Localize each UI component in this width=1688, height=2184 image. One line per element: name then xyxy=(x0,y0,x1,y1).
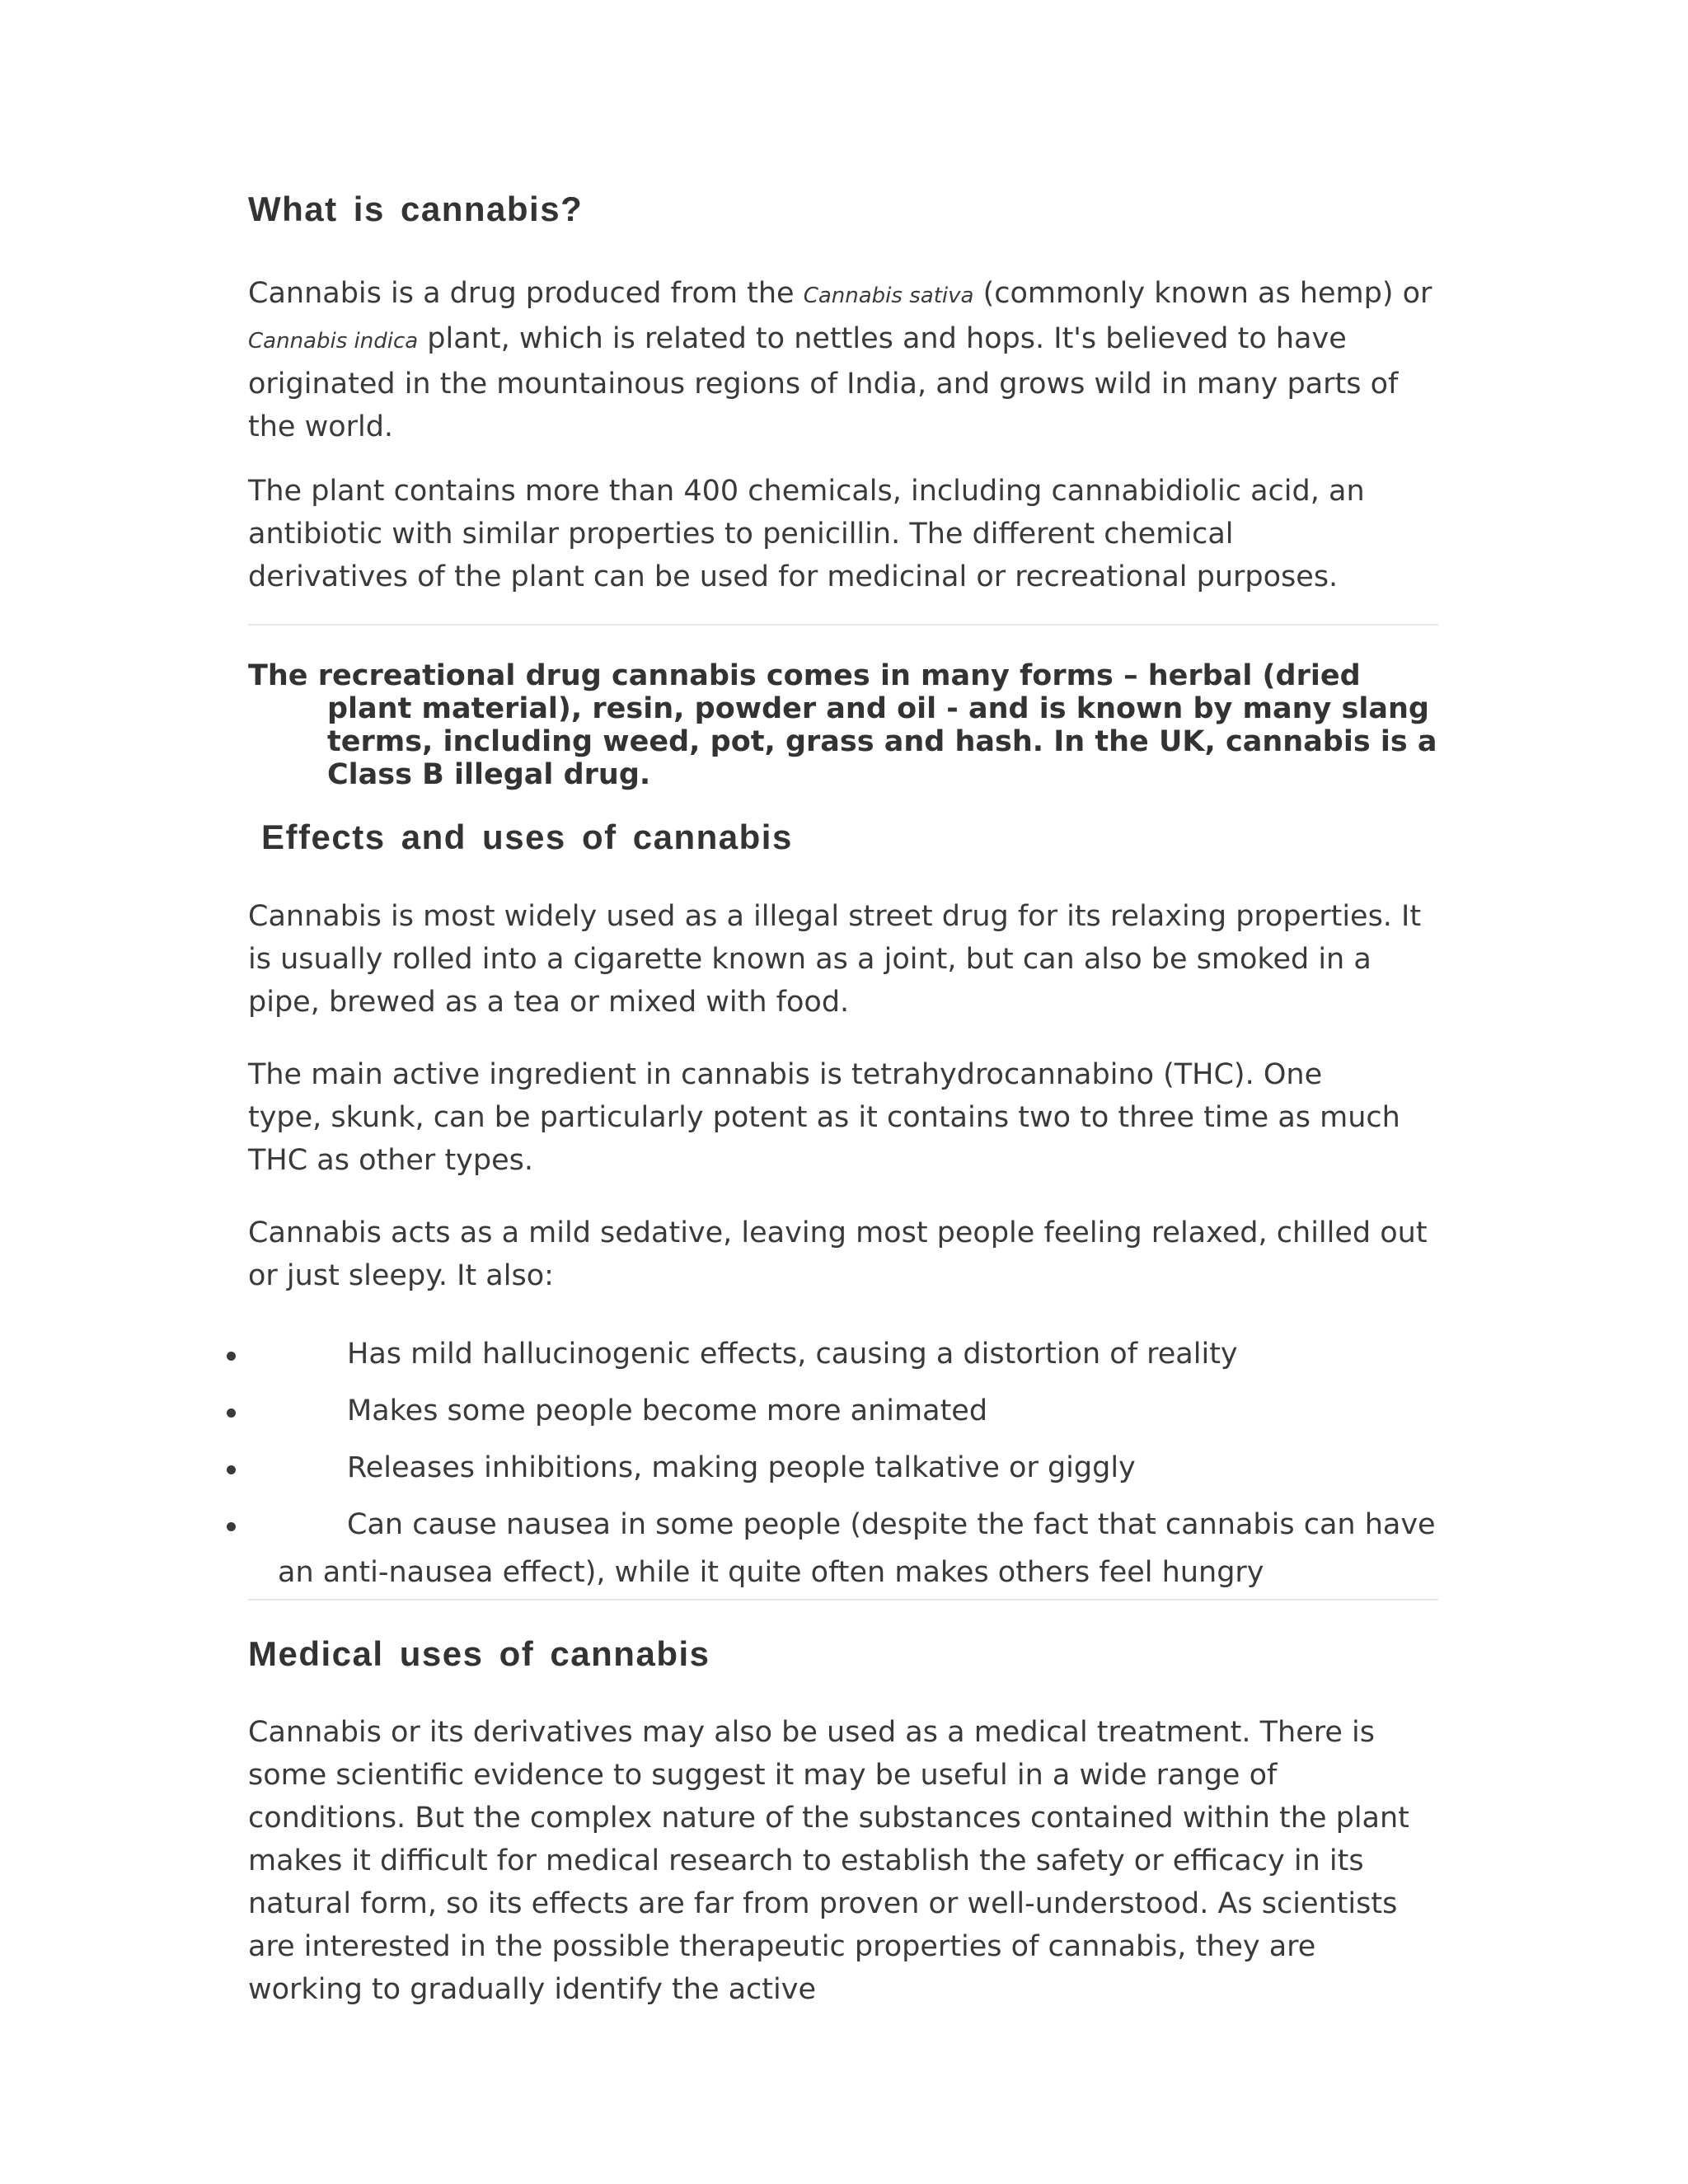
list-item xyxy=(248,1501,1438,1596)
list-item-text: Makes some people become more animated xyxy=(347,1394,988,1427)
list-item-text: Has mild hallucinogenic effects, causing a distortion of reality xyxy=(347,1338,1238,1371)
bullet-icon xyxy=(227,1465,236,1474)
list-item xyxy=(248,1387,1438,1435)
paragraph-effects-3: Cannabis acts as a mild sedative, leaving most people feeling relaxed, chilled out or just sleepy. It also: xyxy=(248,1216,1428,1292)
text-run: plant, which is related to nettles and hops. It's believed to have originated in the mountainous regions of India, and grows wild in many parts of the world. xyxy=(248,322,1399,443)
summary-callout: The recreational drug cannabis comes in many forms – herbal (dried plant material), resin, powder and oil - and is known by many slang terms, including weed, pot, grass and hash. In the UK, cannabis is a Class B illegal drug. xyxy=(248,659,1437,791)
divider xyxy=(248,1599,1438,1601)
paragraph-medical-1: Cannabis or its derivatives may also be used as a medical treatment. There is some scientific evidence to suggest it may be useful in a wide range of conditions. But the complex nature of the substances contained within the plant makes it difficult for medical research to establish the safety or efficacy in its natural form, so its effects are far from proven or well-understood. As scientists are interested in the possible therapeutic properties of cannabis, they are working to gradually identify the active xyxy=(248,1716,1409,2006)
bullet-icon xyxy=(227,1522,236,1531)
paragraph-effects-2: The main active ingredient in cannabis is tetrahydrocannabino (THC). One type, skunk, can be particularly potent as it contains two to three time as much THC as other types. xyxy=(248,1058,1400,1177)
latin-name-indica: Cannabis indica xyxy=(248,329,419,354)
bullet-icon xyxy=(227,1352,236,1361)
list-item-text: Releases inhibitions, making people talkative or giggly xyxy=(347,1451,1136,1484)
heading-what-is-cannabis: What is cannabis? xyxy=(248,190,584,228)
text-run: (commonly known as hemp) or xyxy=(973,277,1432,310)
latin-name-sativa: Cannabis sativa xyxy=(803,284,974,308)
list-item xyxy=(248,1330,1438,1378)
heading-effects-and-uses: Effects and uses of cannabis xyxy=(261,818,793,856)
list-item-text: Can cause nausea in some people (despite the fact that cannabis can have an anti-nausea effect), while it quite often makes others feel hungry xyxy=(278,1508,1436,1589)
list-item xyxy=(248,1444,1438,1492)
paragraph-what-is-cannabis-1 xyxy=(248,272,1438,448)
paragraph-effects-1: Cannabis is most widely used as a illegal street drug for its relaxing properties. It is usually rolled into a cigarette known as a joint, but can also be smoked in a pipe, brewed as a tea or mixed with food. xyxy=(248,900,1422,1019)
bullet-icon xyxy=(227,1408,236,1418)
effects-list xyxy=(248,1330,1438,1605)
divider xyxy=(248,624,1438,626)
paragraph-what-is-cannabis-2: The plant contains more than 400 chemicals, including cannabidiolic acid, an antibiotic with similar properties to penicillin. The different chemical derivatives of the plant can be used for medicinal or recreational purposes. xyxy=(248,475,1365,593)
text-run: Cannabis is a drug produced from the xyxy=(248,277,804,310)
heading-medical-uses: Medical uses of cannabis xyxy=(248,1634,710,1673)
